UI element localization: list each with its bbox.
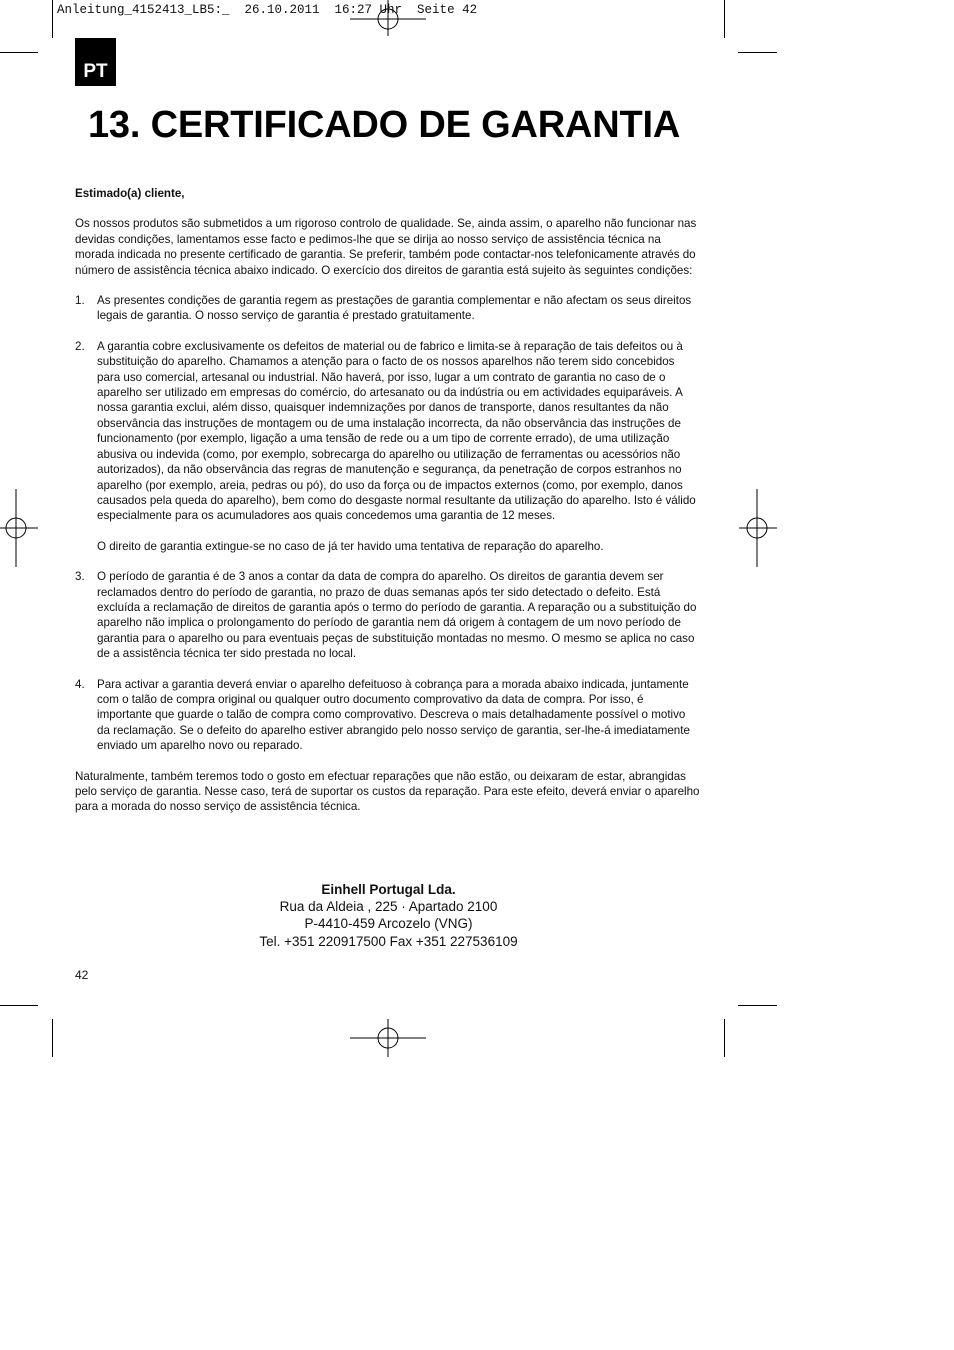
condition-item: [75, 677, 700, 754]
condition-number: 3.: [75, 570, 85, 584]
condition-item: [75, 569, 700, 661]
crop-mark-bottom-left-v: [52, 1019, 53, 1057]
print-header: Anleitung_4152413_LB5:_ 26.10.2011 16:27 Uhr Seite 42: [57, 3, 478, 17]
registration-mark-left-icon: [0, 489, 40, 569]
crop-mark-bottom-left-h: [0, 1005, 38, 1006]
condition-text: Para activar a garantia deverá enviar o aparelho defeituoso à cobrança para a morada abaixo indicada, juntamente com o talão de compra original ou qualquer outro documento comprovativo da data de compra. Por isso, é importante que guarde o talão de compra como comprovativo. Descreva o mais detalhadamente possível o motivo da reclamação. Se o defeito do aparelho estiver abrangido pelo nosso serviço de garantia, ser-lhe-á imediatamente enviado um aparelho novo ou reparado.: [97, 677, 690, 753]
crop-mark-bottom-right-h: [738, 1005, 777, 1006]
condition-number: 2.: [75, 339, 85, 353]
crop-mark-top-left-v: [52, 0, 53, 38]
crop-mark-bottom-right-v: [724, 1019, 725, 1057]
company-name: Einhell Portugal Lda.: [321, 882, 456, 897]
registration-mark-bottom-icon: [348, 1019, 428, 1059]
condition-text: O período de garantia é de 3 anos a contar da data de compra do aparelho. Os direitos de garantia devem ser reclamados dentro do período de garantia, no prazo de duas semanas após ter sido detectado o defeito. Está excluída a reclamação de direitos de garantia após o termo do período de garantia. A reparação ou a substituição do aparelho não implica o prolongamento do período de garantia nem dá origem à contagem de um novo período de garantia para o aparelho ou para eventuais peças de substituição montadas no mesmo. O mesmo se aplica no caso de a assistência técnica ter sido prestada no local.: [97, 570, 697, 661]
registration-mark-right-icon: [737, 489, 777, 569]
address-city: P-4410-459 Arcozelo (VNG): [304, 916, 473, 932]
condition-item: [75, 339, 700, 554]
service-address: [0, 881, 777, 950]
crop-mark-top-right-h: [738, 52, 777, 53]
crop-mark-top-right-v: [724, 0, 725, 38]
address-phone: Tel. +351 220917500 Fax +351 227536109: [259, 933, 518, 949]
language-badge: PT: [75, 38, 116, 86]
condition-number: 1.: [75, 294, 85, 308]
condition-text: As presentes condições de garantia regem as prestações de garantia complementar e não afectam os seus direitos legais de garantia. O nosso serviço de garantia é prestado gratuitamente.: [97, 294, 692, 323]
condition-number: 4.: [75, 677, 85, 691]
page-title: 13. CERTIFICADO DE GARANTIA: [88, 104, 681, 146]
condition-extra-text: O direito de garantia extingue-se no caso de já ter havido uma tentativa de reparação do aparelho.: [97, 539, 604, 553]
condition-text: A garantia cobre exclusivamente os defeitos de material ou de fabrico e limita-se à reparação de tais defeitos ou à substituição do aparelho. Chamamos a atenção para o facto de os nossos aparelhos não terem sido concebidos para uso comercial, artesanal ou industrial. Não haverá, por isso, lugar a um contrato de garantia no caso de o aparelho ser utilizado em empresas do comércio, do artesanato ou da indústria ou em actividades equiparáveis. A nossa garantia exclui, além disso, quaisquer indemnizações por danos de transporte, danos resultantes da não observância das instruções de montagem ou de uma instalação incorrecta, da não observância das instruções de funcionamento (por exemplo, ligação a uma tensão de rede ou a um tipo de corrente errado), de uma utilização abusiva ou indevida (como, por exemplo, sobrecarga do aparelho ou utilização de ferramentas ou acessórios não autorizados), da não observância das regras de manutenção e segurança, da penetração de corpos estranhos no aparelho (por exemplo, areia, pedras ou pó), do uso da força ou de impactos externos (como, por exemplo, danos causados pela queda do aparelho), bem como do desgaste normal resultante da utilização do aparelho. Isto é válido especialmente para os acumuladores aos quais concedemos uma garantia de 12 meses.: [97, 339, 696, 523]
crop-mark-top-left-h: [0, 52, 38, 53]
greeting: Estimado(a) cliente,: [75, 187, 185, 200]
intro-paragraph: Os nossos produtos são submetidos a um rigoroso controlo de qualidade. Se, ainda assim, o aparelho não funcionar nas devidas condições, lamentamos esse facto e pedimos-lhe que se dirija ao nosso serviço de assistência técnica na morada indicada no presente certificado de garantia. Se preferir, também pode contactar-nos telefonicamente através do número de assistência técnica abaixo indicado. O exercício dos direitos de garantia está sujeito às seguintes condições:: [75, 217, 697, 277]
closing-paragraph: Naturalmente, também teremos todo o gosto em efectuar reparações que não estão, ou deixaram de estar, abrangidas pelo serviço de garantia. Nesse caso, terá de suportar os custos da reparação. Para este efeito, deverá enviar o aparelho para a morada do nosso serviço de assistência técnica.: [75, 769, 700, 814]
address-street: Rua da Aldeia , 225 · Apartado 2100: [279, 899, 498, 915]
registration-mark-top-icon: [348, 0, 428, 40]
page-number: 42: [75, 968, 89, 982]
condition-item: [75, 293, 700, 324]
warranty-text: [75, 186, 700, 815]
